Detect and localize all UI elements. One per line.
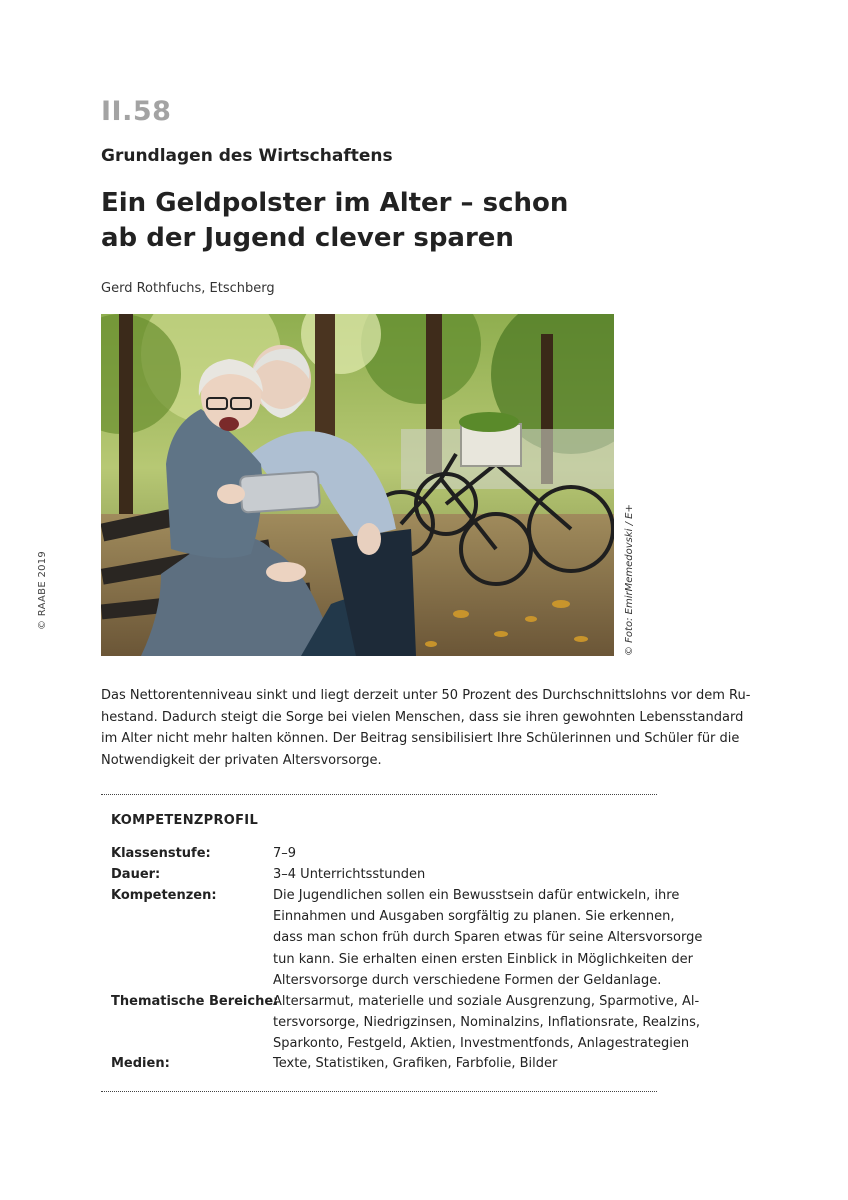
profile-label: Klassenstufe:	[111, 846, 211, 861]
profile-value	[273, 1053, 653, 1074]
profile-heading: KOMPETENZPROFIL	[111, 813, 259, 828]
section-number: II.58	[101, 96, 172, 127]
profile-value-line: 3–4 Unterrichtsstunden	[273, 867, 426, 882]
profile-value-line: tersvorsorge, Niedrigzinsen, Nominalzins, Inflationsrate, Realzins,	[273, 1015, 700, 1031]
page-title	[101, 186, 621, 256]
profile-value-line: Altersarmut, materielle und soziale Ausgrenzung, Sparmotive, Al-	[273, 994, 700, 1009]
title-line-2: ab der Jugend clever sparen	[101, 223, 514, 253]
profile-label: Medien:	[111, 1056, 170, 1071]
divider-top	[101, 794, 657, 795]
author: Gerd Rothfuchs, Etschberg	[101, 281, 275, 296]
profile-label: Thematische Bereiche:	[111, 994, 279, 1009]
title-line-1: Ein Geldpolster im Alter – schon	[101, 188, 569, 218]
intro-line: im Alter nicht mehr halten können. Der Beitrag sensibilisiert Ihre Schülerinnen und Schüler für die	[101, 731, 740, 746]
profile-value-line: Die Jugendlichen sollen ein Bewusstsein dafür entwickeln, ihre	[273, 888, 680, 903]
intro-paragraph	[101, 685, 751, 771]
profile-label: Kompetenzen:	[111, 888, 217, 903]
cover-photo	[101, 314, 614, 656]
profile-label: Dauer:	[111, 867, 161, 882]
intro-line: Notwendigkeit der privaten Altersvorsorge.	[101, 752, 382, 768]
profile-value	[273, 864, 653, 885]
profile-value	[273, 843, 653, 864]
divider-bottom	[101, 1091, 657, 1092]
profile-value-line: Texte, Statistiken, Grafiken, Farbfolie, Bilder	[273, 1056, 558, 1071]
profile-value-line: 7–9	[273, 846, 297, 861]
profile-value	[273, 991, 700, 1055]
intro-line: hestand. Dadurch steigt die Sorge bei vielen Menschen, dass sie ihren gewohnten Lebensstandard	[101, 709, 744, 725]
profile-value-line: dass man schon früh durch Sparen etwas für seine Altersvorsorge	[273, 930, 703, 946]
series-title: Grundlagen des Wirtschaftens	[101, 146, 393, 166]
photo-credit: © Foto: EmirMemedovski / E+	[624, 504, 635, 656]
profile-value-line: Altersvorsorge durch verschiedene Formen der Geldanlage.	[273, 972, 662, 988]
profile-value	[273, 885, 703, 991]
intro-line: Das Nettorentenniveau sinkt und liegt derzeit unter 50 Prozent des Durchschnittslohns vor dem Ru-	[101, 688, 751, 703]
profile-value-line: Einnahmen und Ausgaben sorgfältig zu planen. Sie erkennen,	[273, 909, 675, 925]
profile-value-line: tun kann. Sie erhalten einen ersten Einblick in Möglichkeiten der	[273, 951, 694, 967]
copyright-notice: © RAABE 2019	[37, 550, 48, 630]
profile-value-line: Sparkonto, Festgeld, Aktien, Investmentfonds, Anlagestrategien	[273, 1036, 690, 1052]
